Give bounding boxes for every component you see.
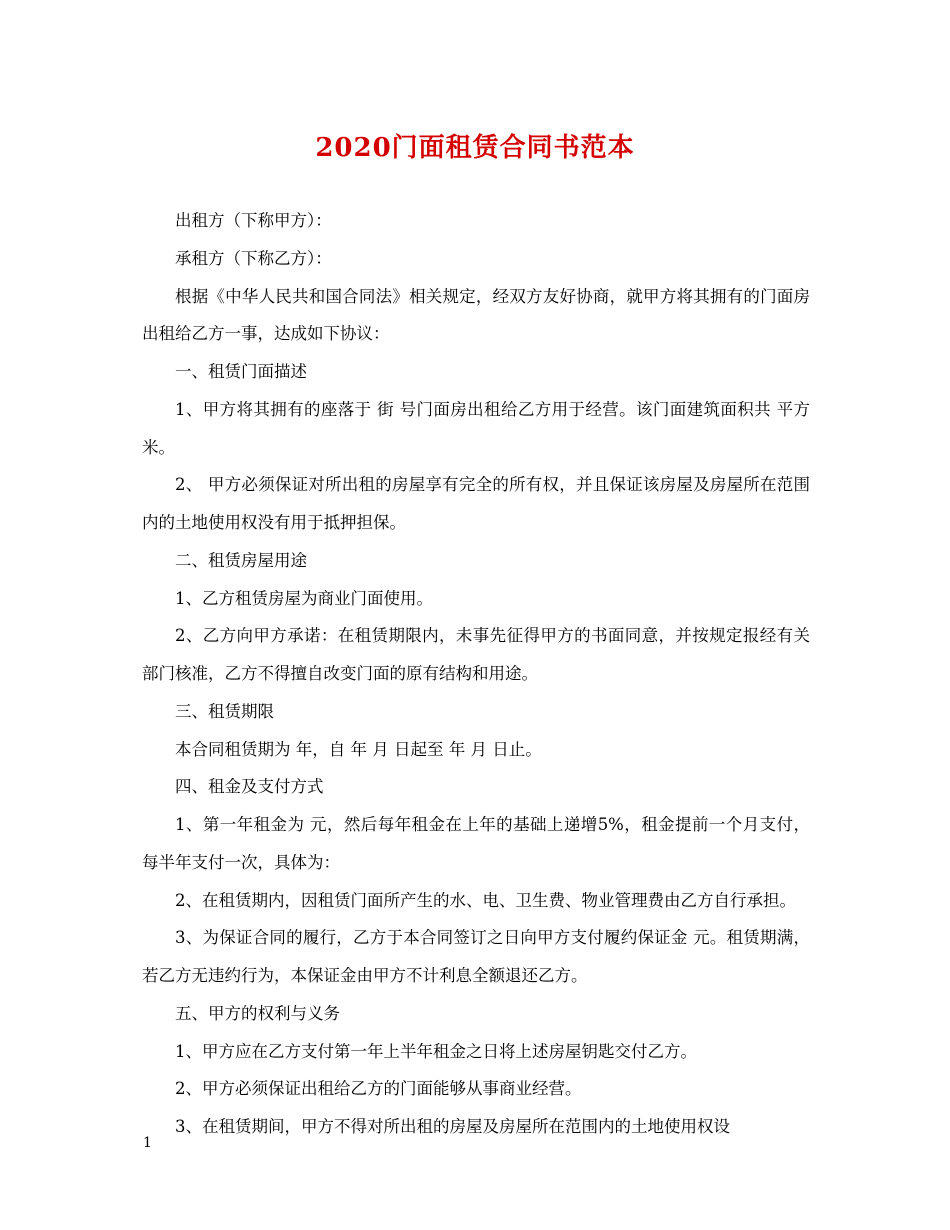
preamble-paragraph: 根据《中华人民共和国合同法》相关规定，经双方友好协商，就甲方将其拥有的门面房出租给乙方一事，达成如下协议： [142,286,810,344]
clause-4-3: 3、为保证合同的履行，乙方于本合同签订之日向甲方支付履约保证金 元。租赁期满，若乙方无违约行为，本保证金由甲方不计利息全额退还乙方。 [142,928,810,985]
clause-5-1: 1、甲方应在乙方支付第一年上半年租金之日将上述房屋钥匙交付乙方。 [175,1041,697,1061]
document-title: 2020门面租赁合同书范本 [315,133,635,163]
clause-2-2: 2、乙方向甲方承诺：在租赁期限内，未事先征得甲方的书面同意，并按规定报经有关部门核准，乙方不得擅自改变门面的原有结构和用途。 [142,626,810,683]
section-heading-5: 五、甲方的权利与义务 [175,1003,340,1023]
document-body [142,202,810,1146]
section-heading-1: 一、租赁门面描述 [175,362,307,381]
page-number: 1 [143,1135,152,1151]
clause-5-2: 2、甲方必须保证出租给乙方的门面能够从事商业经营。 [175,1079,582,1099]
clause-4-2: 2、在租赁期内，因租赁门面所产生的水、电、卫生费、物业管理费由乙方自行承担。 [175,890,796,910]
lessor-line: 出租方（下称甲方）： [175,211,332,230]
clause-3-1: 本合同租赁期为 年，自 年 月 日起至 年 月 日止。 [175,739,542,759]
section-heading-2: 二、租赁房屋用途 [175,550,307,570]
section-heading-4: 四、租金及支付方式 [175,777,324,797]
lessee-line: 承租方（下称乙方）： [175,248,332,268]
clause-5-3: 3、在租赁期间，甲方不得对所出租的房屋及房屋所在范围内的土地使用权设 [175,1117,730,1136]
clause-2-1: 1、乙方租赁房屋为商业门面使用。 [175,588,433,608]
clause-1-1: 1、甲方将其拥有的座落于 街 号门面房出租给乙方用于经营。该门面建筑面积共 平方米。 [142,399,810,457]
clause-1-2: 2、 甲方必须保证对所出租的房屋享有完全的所有权，并且保证该房屋及房屋所在范围内的土地使用权没有用于抵押担保。 [142,475,810,532]
section-heading-3: 三、租赁期限 [175,701,274,721]
clause-4-1: 1、第一年租金为 元，然后每年租金在上年的基础上递增5%，租金提前一个月支付，每半年支付一次，具体为： [142,815,810,872]
